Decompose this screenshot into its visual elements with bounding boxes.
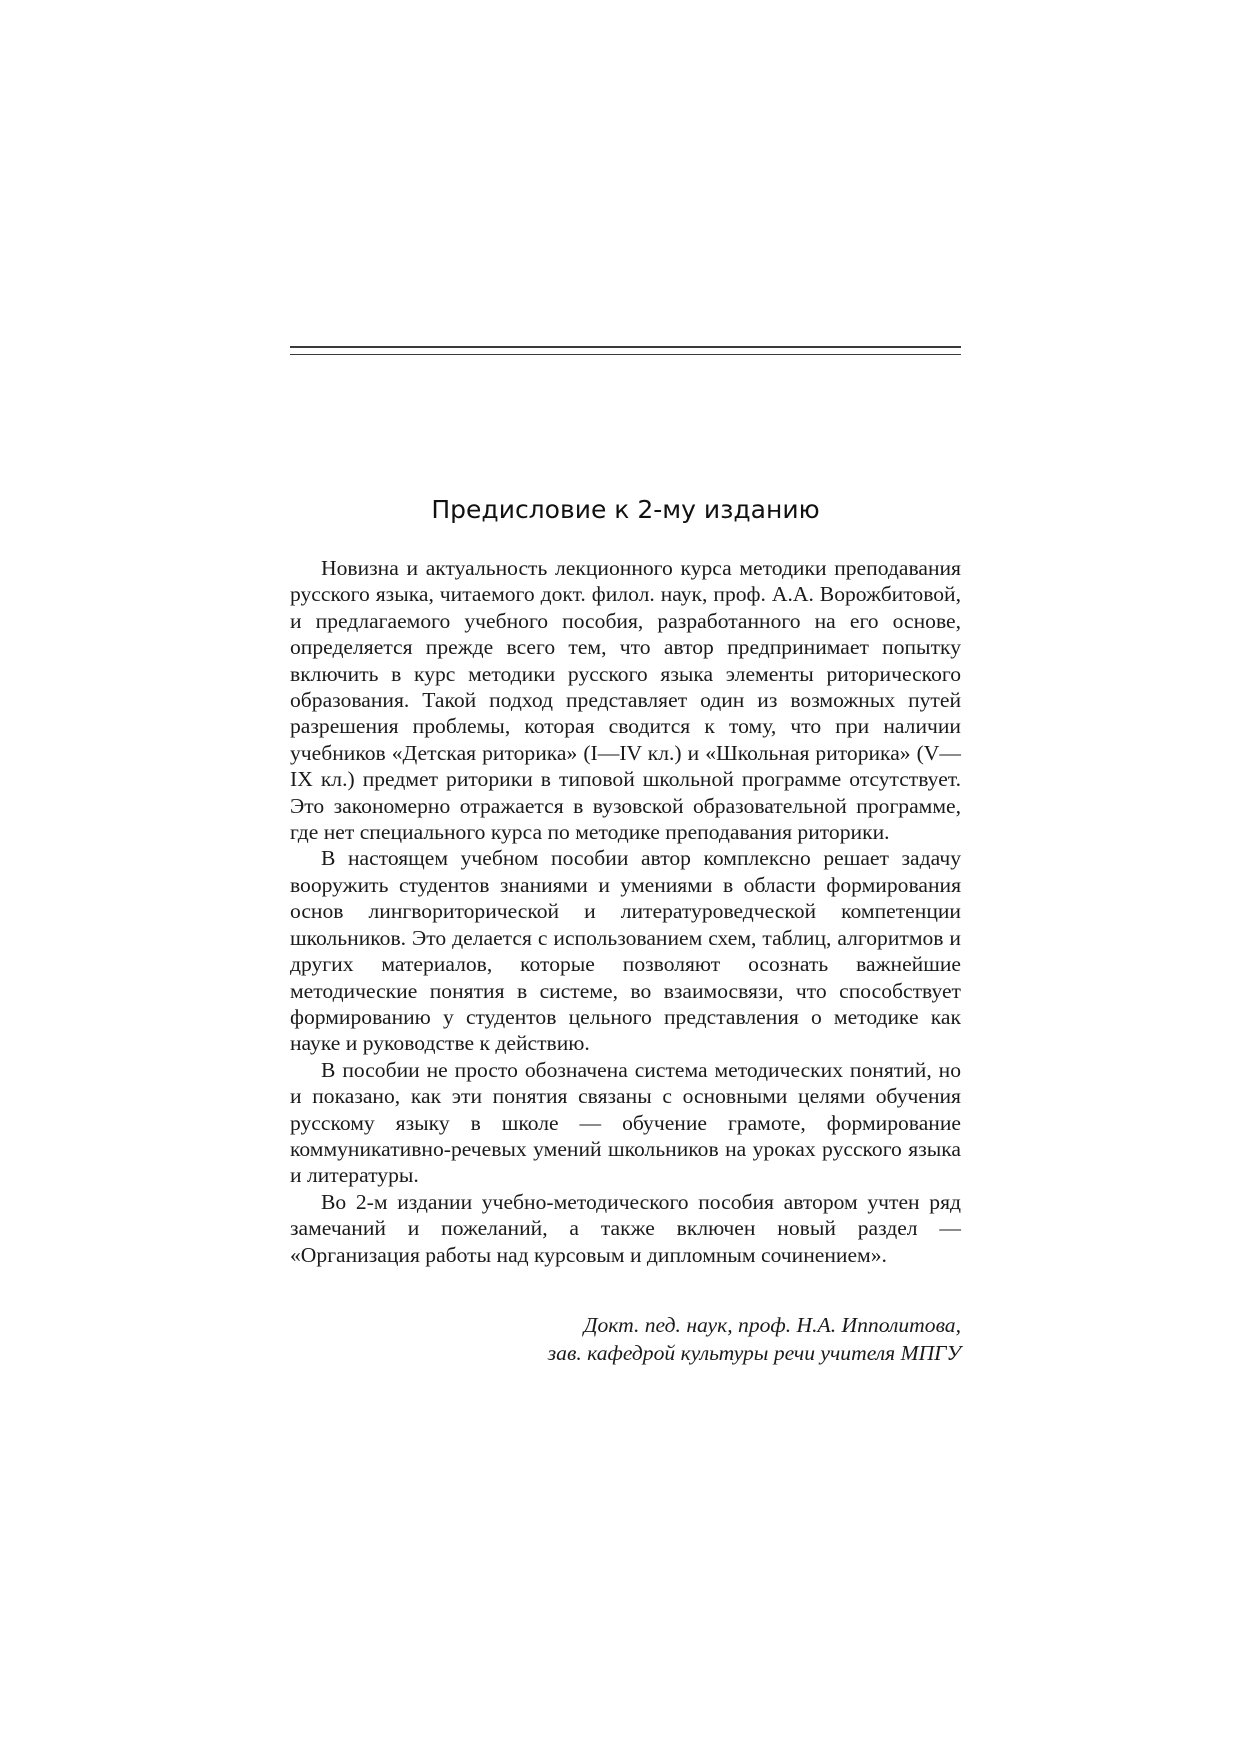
signature-position: зав. кафедрой культуры речи учителя МПГУ [547, 1341, 961, 1365]
paragraph-4: Во 2-м издании учебно-методического пособия автором учтен ряд замечаний и пожеланий, а также включен новый раздел — «Организация работы над курсовым и дипломным сочинением». [290, 1189, 961, 1267]
preface-body [290, 555, 961, 1268]
signature-block [290, 1311, 961, 1367]
header-rule-top [290, 346, 961, 348]
paragraph-3: В пособии не просто обозначена система методических понятий, но и показано, как эти понятия связаны с основными целями обучения русскому языку в школе — обучение грамоте, формирование коммуникативно-речевых умений школьников на уроках русского языка и литературы. [290, 1057, 961, 1188]
header-rule-bottom [290, 354, 961, 355]
page-title: Предисловие к 2-му изданию [431, 495, 820, 524]
paragraph-1: Новизна и актуальность лекционного курса методики преподавания русского языка, читаемого докт. филол. наук, проф. А.А. Ворожбитовой, и предлагаемого учебного пособия, разработанного на его основе, определяется прежде всего тем, что автор предпринимает попытку включить в курс методики русского языка элементы риторического образования. Такой подход представляет один из возможных путей разрешения проблемы, которая сводится к тому, что при наличии учебников «Детская риторика» (I—IV кл.) и «Школьная риторика» (V—IX кл.) предмет риторики в типовой школьной программе отсутствует. Это закономерно отражается в вузовской образовательной программе, где нет специального курса по методике преподавания риторики. [290, 556, 961, 845]
paragraph-2: В настоящем учебном пособии автор комплексно решает задачу вооружить студентов знаниями и умениями в области формирования основ лингвориторической и литературоведческой компетенции школьников. Это делается с использованием схем, таблиц, алгоритмов и других материалов, которые позволяют осознать важнейшие методические понятия в системе, во взаимосвязи, что способствует формированию у студентов цельного представления о методике как науке и руководстве к действию. [290, 846, 961, 1056]
signature-author: Докт. пед. наук, проф. Н.А. Ипполитова, [583, 1313, 961, 1337]
